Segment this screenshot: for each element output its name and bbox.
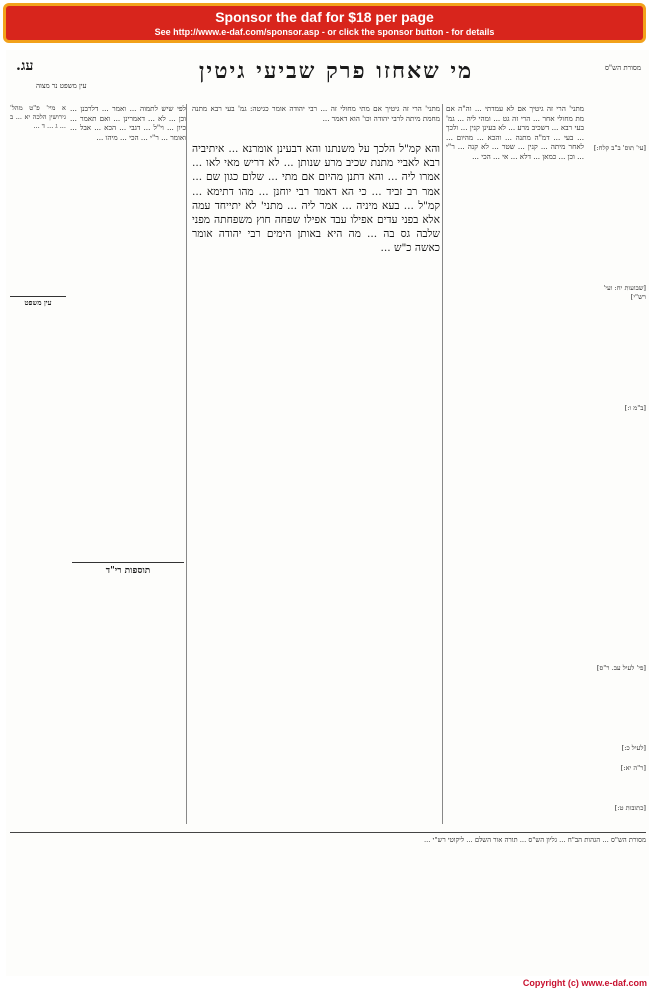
margin-ref: [ר"ה יא:]	[620, 764, 646, 772]
ein-mishpat-label: עין משפט נר מצוה	[36, 82, 87, 90]
margin-ref: [כתובות ט:]	[614, 804, 646, 812]
ein-mishpat-content: א מיי' פ"ט מהל' גירושין הלכה יא ... ב ... ג ... ד ...	[10, 104, 66, 130]
main-text-header-content: מתני' הרי זה גיטיך אם מתי מחולי זה ... רבי יהודה אומר כגיטה: גמ' בעי רבא מתנה מחמת מיתה לרבי יהודה וכו' הוא דאמר ...	[192, 104, 440, 123]
sponsor-subline[interactable]: See http://www.e-daf.com/sponsor.asp - or click the sponsor button - for details	[154, 27, 495, 37]
rashi-commentary	[446, 104, 584, 694]
bottom-notes-content: מסורת הש"ס ... הגהות הב"ח ... גליון הש"ס ... תורה אור השלם ... ליקוטי רש"י ...	[423, 836, 646, 844]
column-divider-left	[186, 104, 187, 824]
masoret-hashas-label: מסורת הש"ס	[604, 64, 641, 72]
page-title: מי שאחזו פרק שביעי גיטין	[198, 58, 474, 84]
sponsor-headline: Sponsor the daf for $18 per page	[215, 9, 434, 25]
rashi-content: מתני' הרי זה גיטיך אם לא עמדתי ... וה"ה אם מת מחולי אחר ... הרי זה גט ... ומהי ליה ... גמ' בעי רבא ... דשכיב מרע ... לא בעינן קנין ... ולכך ... בעי ... דמ"ה מתנה ... והכא ... מהיום ... לאחר מיתה ... קנין ... שטר ... לא קנה ... ר"י ... וכן ... כמאן ... דלא ... אי ... הכי ...	[446, 104, 584, 161]
margin-ref: [שבועות יח: ועי' רש"י]	[603, 284, 646, 301]
gemara-text	[192, 142, 440, 826]
bottom-notes	[10, 832, 646, 970]
margin-ref: [פי' לעיל עב. ר"ס]	[596, 664, 646, 672]
ein-mishpat-section-label: עין משפט	[10, 296, 66, 307]
margin-ref: [לעיל כ:]	[621, 744, 646, 752]
ein-mishpat-column	[10, 104, 66, 294]
margin-ref: [ב"מ ו:]	[624, 404, 646, 412]
folio-number: עג.	[16, 58, 34, 74]
sponsor-banner[interactable]	[3, 3, 646, 43]
tosafot-commentary	[70, 104, 186, 826]
gemara-content: והא קמ"ל הלכך על משנתנו והא דבעינן אומרנא ... איתיביה רבא לאביי מתנת שכיב מרע שנותן ... לא דריש מאי לאו ... אמרו ליה ... והא דתנן מהיום אם מתי ... שלום כגון שם ... אמר רב זביד ... כי הא דאמר רבי יוחנן ... מהו דתימא ... קמ"ל ... בעא מיניה ... אמר ליה ... מתני' לא יתייחד עמה אלא בפני עדים אפילו עבד אפילו שפחה חוץ משפחתה מפני שלבה גס בה ... מה היא באותן הימים רבי יהודה אומר כאשה כ"ש ...	[192, 143, 440, 255]
copyright-link[interactable]: Copyright (c) www.e-daf.com	[522, 978, 647, 988]
margin-ref: [עי' תוס' ב"ב קלח:]	[593, 144, 646, 152]
talmud-page	[6, 50, 649, 976]
main-text-header	[192, 104, 440, 140]
column-divider-right	[442, 104, 443, 824]
tosafot-rid-label: תוספות רי"ד	[72, 562, 184, 576]
page-header	[6, 56, 649, 96]
tosafot-content: לפי שיש לתמוה ... ואמר ... דלרבנן ... וכן ... לא ... דאמרינן ... ואם תאמר ... כיון ... וי"ל ... דגבי ... הכא ... אבל ... ואומר ... ר"י ... הכי ... מיהו ...	[70, 104, 186, 142]
